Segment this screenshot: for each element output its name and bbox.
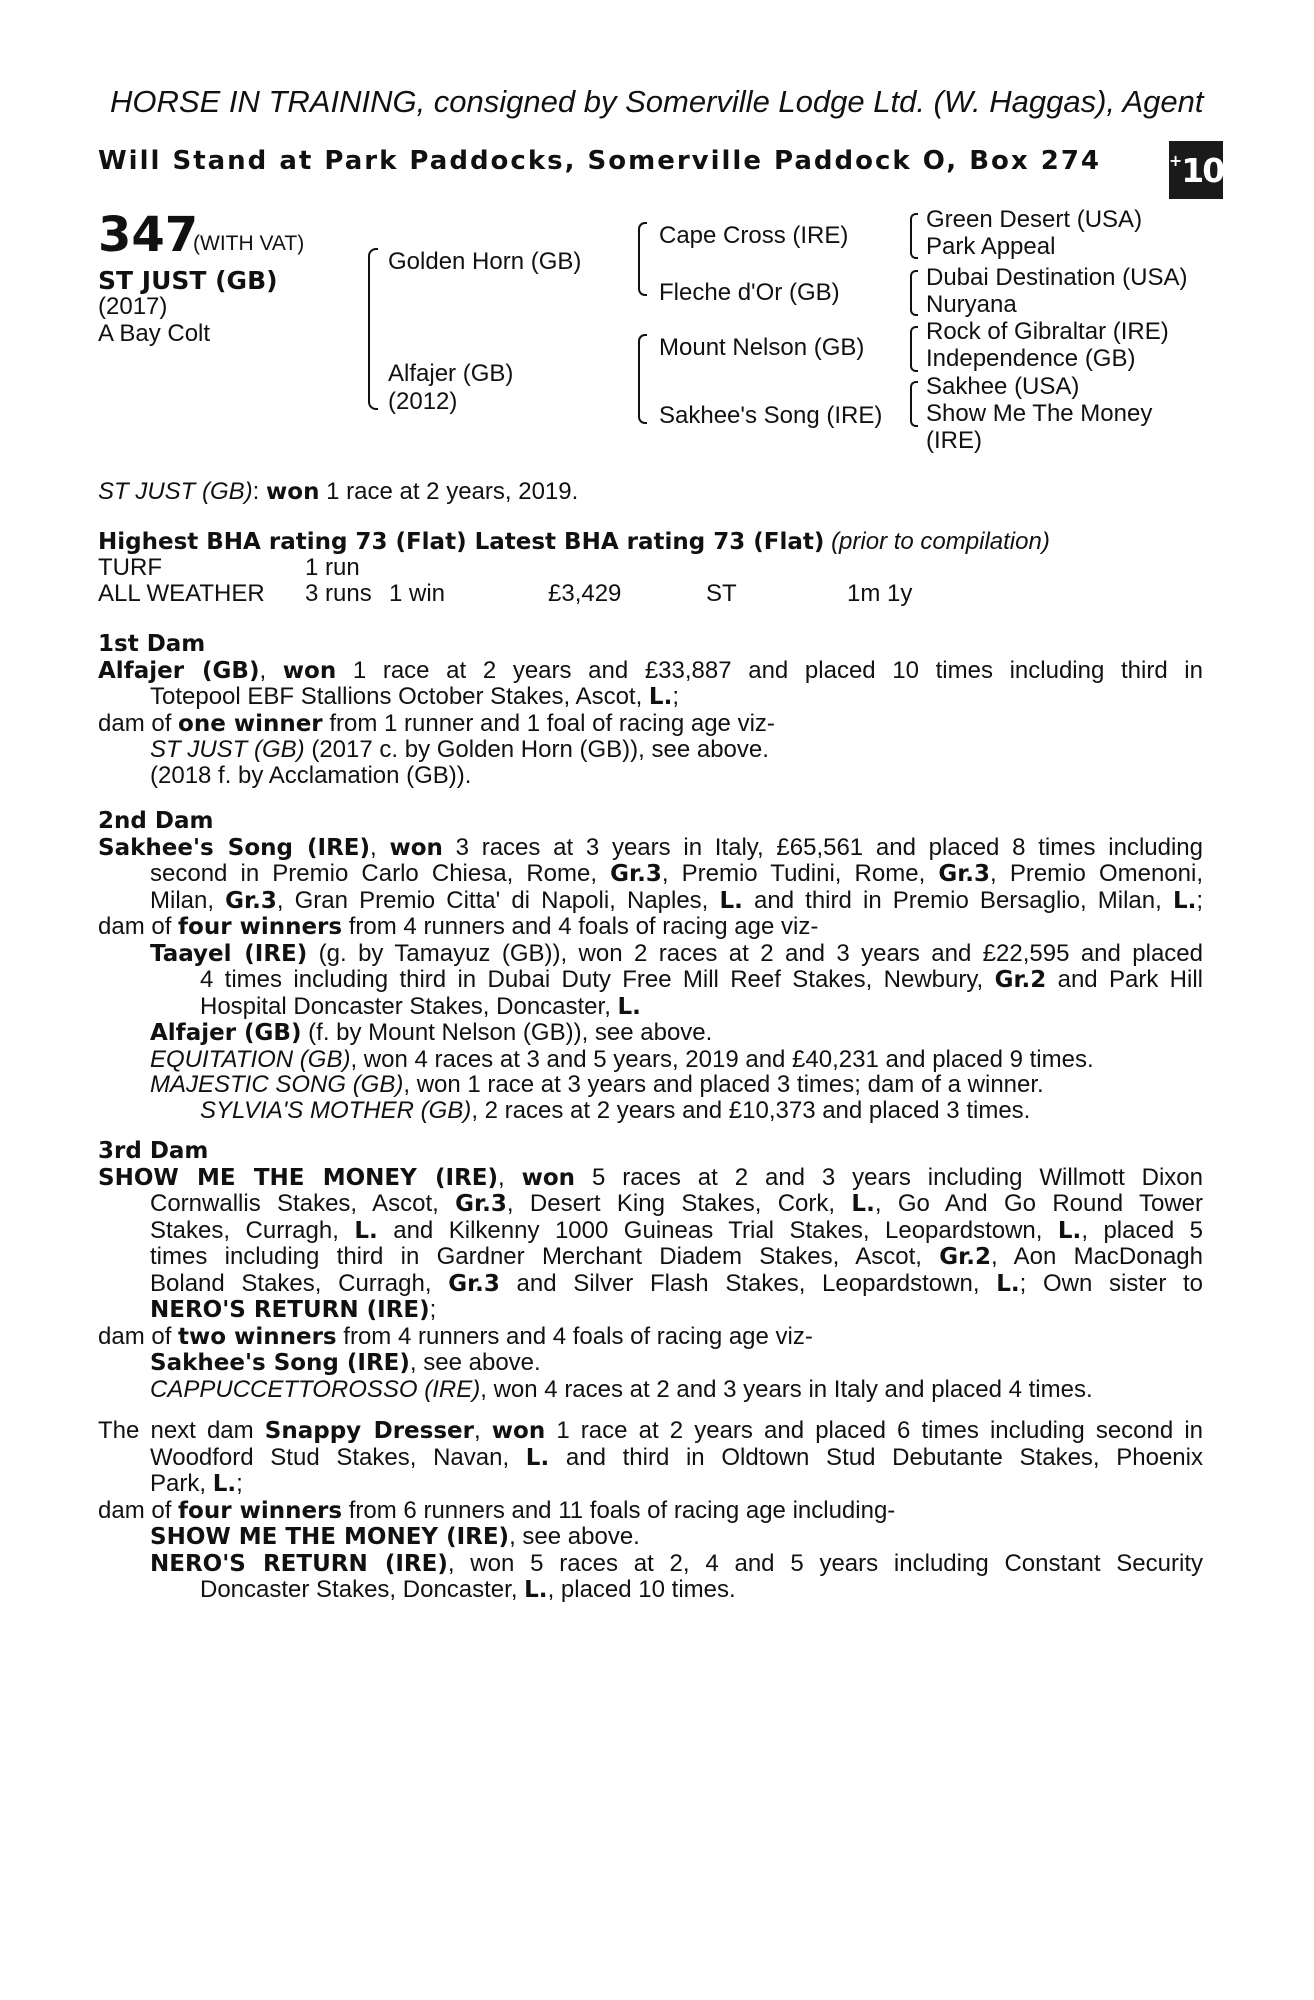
consignment-heading: HORSE IN TRAINING, consigned by Somerville Lodge Ltd. (W. Haggas), Agent (110, 84, 1204, 119)
next-dam-line: Doncaster Stakes, Doncaster, L., placed 10 times. (200, 1576, 736, 1603)
second-dam-line: second in Premio Carlo Chiesa, Rome, Gr.3, Premio Tudini, Rome, Gr.3, Premio Omenoni, (150, 860, 1203, 887)
bha-rating: Highest BHA rating 73 (Flat) Latest BHA rating 73 (Flat) (prior to compilation) (98, 528, 1050, 555)
first-dam-line: Alfajer (GB), won 1 race at 2 years and £33,887 and placed 10 times including third in (98, 656, 1203, 684)
stand-location: Will Stand at Park Paddocks, Somerville Paddock O, Box 274 (98, 146, 1102, 176)
second-dam-line: EQUITATION (GB), won 4 races at 3 and 5 years, 2019 and £40,231 and placed 9 times. (150, 1045, 1094, 1073)
aw-course: ST (706, 580, 737, 607)
horse-description: A Bay Colt (98, 320, 211, 347)
third-dam-line: times including third in Gardner Merchant Diadem Stakes, Ascot, Gr.2, Aon MacDonagh (150, 1243, 1203, 1270)
next-dam-line: Woodford Stud Stakes, Navan, L. and third in Oldtown Stud Debutante Stakes, Phoenix (150, 1443, 1203, 1471)
next-dam-line: Park, L.; (150, 1470, 243, 1497)
second-dam-line: SYLVIA'S MOTHER (GB), 2 races at 2 years and £10,373 and placed 3 times. (200, 1096, 1031, 1124)
plus10-badge-icon: + 10 (1169, 141, 1223, 199)
pedigree-brace-3b (910, 270, 918, 316)
third-dam-line: SHOW ME THE MONEY (IRE), won 5 races at 2 and 3 years including Willmott Dixon (98, 1163, 1203, 1191)
sire: Golden Horn (GB) (388, 248, 582, 275)
first-dam-line: dam of one winner from 1 runner and 1 foal of racing age viz- (98, 709, 775, 737)
ggp-1: Green Desert (USA) (926, 206, 1143, 233)
pedigree-brace-3d (910, 381, 918, 427)
pedigree-brace-2a (638, 222, 647, 296)
sire-sire: Cape Cross (IRE) (659, 222, 849, 249)
vat-note: (WITH VAT) (193, 232, 305, 255)
third-dam-line: Stakes, Curragh, L. and Kilkenny 1000 Guineas Trial Stakes, Leopardstown, L., placed 5 (150, 1216, 1203, 1244)
third-dam-line: Cornwallis Stakes, Ascot, Gr.3, Desert King Stakes, Cork, L., Go And Go Round Tower (150, 1190, 1203, 1217)
horse-name: ST JUST (GB) (98, 266, 278, 295)
second-dam-line: Taayel (IRE) (g. by Tamayuz (GB)), won 2 races at 2 and 3 years and £22,595 and placed (150, 939, 1204, 967)
second-dam-line: Sakhee's Song (IRE), won 3 races at 3 years in Italy, £65,561 and placed 8 times including (98, 833, 1203, 861)
third-dam-line: CAPPUCCETTOROSSO (IRE), won 4 races at 2 and 3 years in Italy and placed 4 times. (150, 1375, 1093, 1403)
ggp-8: Show Me The Money (926, 400, 1153, 427)
third-dam-line: dam of two winners from 4 runners and 4 foals of racing age viz- (98, 1322, 813, 1350)
first-dam-line: Totepool EBF Stallions October Stakes, Ascot, L.; (150, 683, 679, 710)
aw-runs: 3 runs (305, 580, 372, 607)
next-dam-section (98, 1418, 1203, 1604)
next-dam-line: dam of four winners from 6 runners and 11 foals of racing age including- (98, 1496, 896, 1524)
pedigree-brace-3a (910, 213, 918, 259)
ggp-5: Rock of Gibraltar (IRE) (926, 318, 1169, 345)
ggp-7: Sakhee (USA) (926, 373, 1080, 400)
dam-year: (2012) (388, 388, 458, 415)
second-dam-section (98, 809, 1203, 1123)
turf-label: TURF (98, 554, 162, 581)
third-dam-heading: 3rd Dam (98, 1138, 209, 1164)
pedigree-brace-2b (638, 334, 647, 424)
aw-distance: 1m 1y (847, 580, 913, 607)
second-dam-heading: 2nd Dam (98, 808, 214, 834)
second-dam-line: Alfajer (GB) (f. by Mount Nelson (GB)), see above. (150, 1019, 713, 1046)
third-dam-line: Boland Stakes, Curragh, Gr.3 and Silver Flash Stakes, Leopardstown, L.; Own sister to (150, 1269, 1204, 1297)
second-dam-line: dam of four winners from 4 runners and 4 foals of racing age viz- (98, 913, 819, 940)
second-dam-line: Milan, Gr.3, Gran Premio Citta' di Napoli, Naples, L. and third in Premio Bersaglio, Milan, L.; (150, 886, 1204, 914)
ggp-6: Independence (GB) (926, 345, 1136, 372)
sire-dam: Fleche d'Or (GB) (659, 279, 840, 306)
third-dam-line: NERO'S RETURN (IRE); (150, 1296, 437, 1323)
ggp-3: Dubai Destination (USA) (926, 264, 1188, 291)
pedigree-brace-3c (910, 326, 918, 372)
next-dam-line: SHOW ME THE MONEY (IRE), see above. (150, 1523, 640, 1550)
ggp-8-country: (IRE) (926, 427, 982, 454)
second-dam-line: 4 times including third in Dubai Duty Free Mill Reef Stakes, Newbury, Gr.2 and Park Hill (200, 966, 1204, 993)
second-dam-line: MAJESTIC SONG (GB), won 1 race at 3 years and placed 3 times; dam of a winner. (150, 1071, 1044, 1098)
ggp-2: Park Appeal (926, 233, 1056, 260)
first-dam-line: (2018 f. by Acclamation (GB)). (150, 761, 472, 789)
ggp-4: Nuryana (926, 291, 1017, 318)
aw-wins: 1 win (389, 580, 446, 607)
turf-runs: 1 run (305, 554, 360, 581)
next-dam-line: The next dam Snappy Dresser, won 1 race at 2 years and placed 6 times including second in (98, 1417, 1204, 1444)
horse-year: (2017) (98, 293, 168, 320)
first-dam-line: ST JUST (GB) (2017 c. by Golden Horn (GB)), see above. (150, 736, 769, 763)
first-dam-heading: 1st Dam (98, 631, 206, 657)
third-dam-section (98, 1139, 1203, 1402)
dam: Alfajer (GB) (388, 360, 514, 387)
lot-number: 347 (98, 207, 199, 263)
next-dam-line: NERO'S RETURN (IRE), won 5 races at 2, 4 and 5 years including Constant Security (150, 1549, 1203, 1577)
aw-label: ALL WEATHER (98, 580, 265, 607)
dam-dam: Sakhee's Song (IRE) (659, 402, 883, 429)
pedigree-brace-1 (368, 248, 378, 410)
aw-prize: £3,429 (548, 580, 622, 607)
first-dam-section (98, 632, 1203, 788)
dam-sire: Mount Nelson (GB) (659, 334, 865, 361)
second-dam-line: Hospital Doncaster Stakes, Doncaster, L. (200, 992, 641, 1020)
third-dam-line: Sakhee's Song (IRE), see above. (150, 1349, 541, 1376)
race-summary: ST JUST (GB): won 1 race at 2 years, 2019. (98, 478, 579, 505)
